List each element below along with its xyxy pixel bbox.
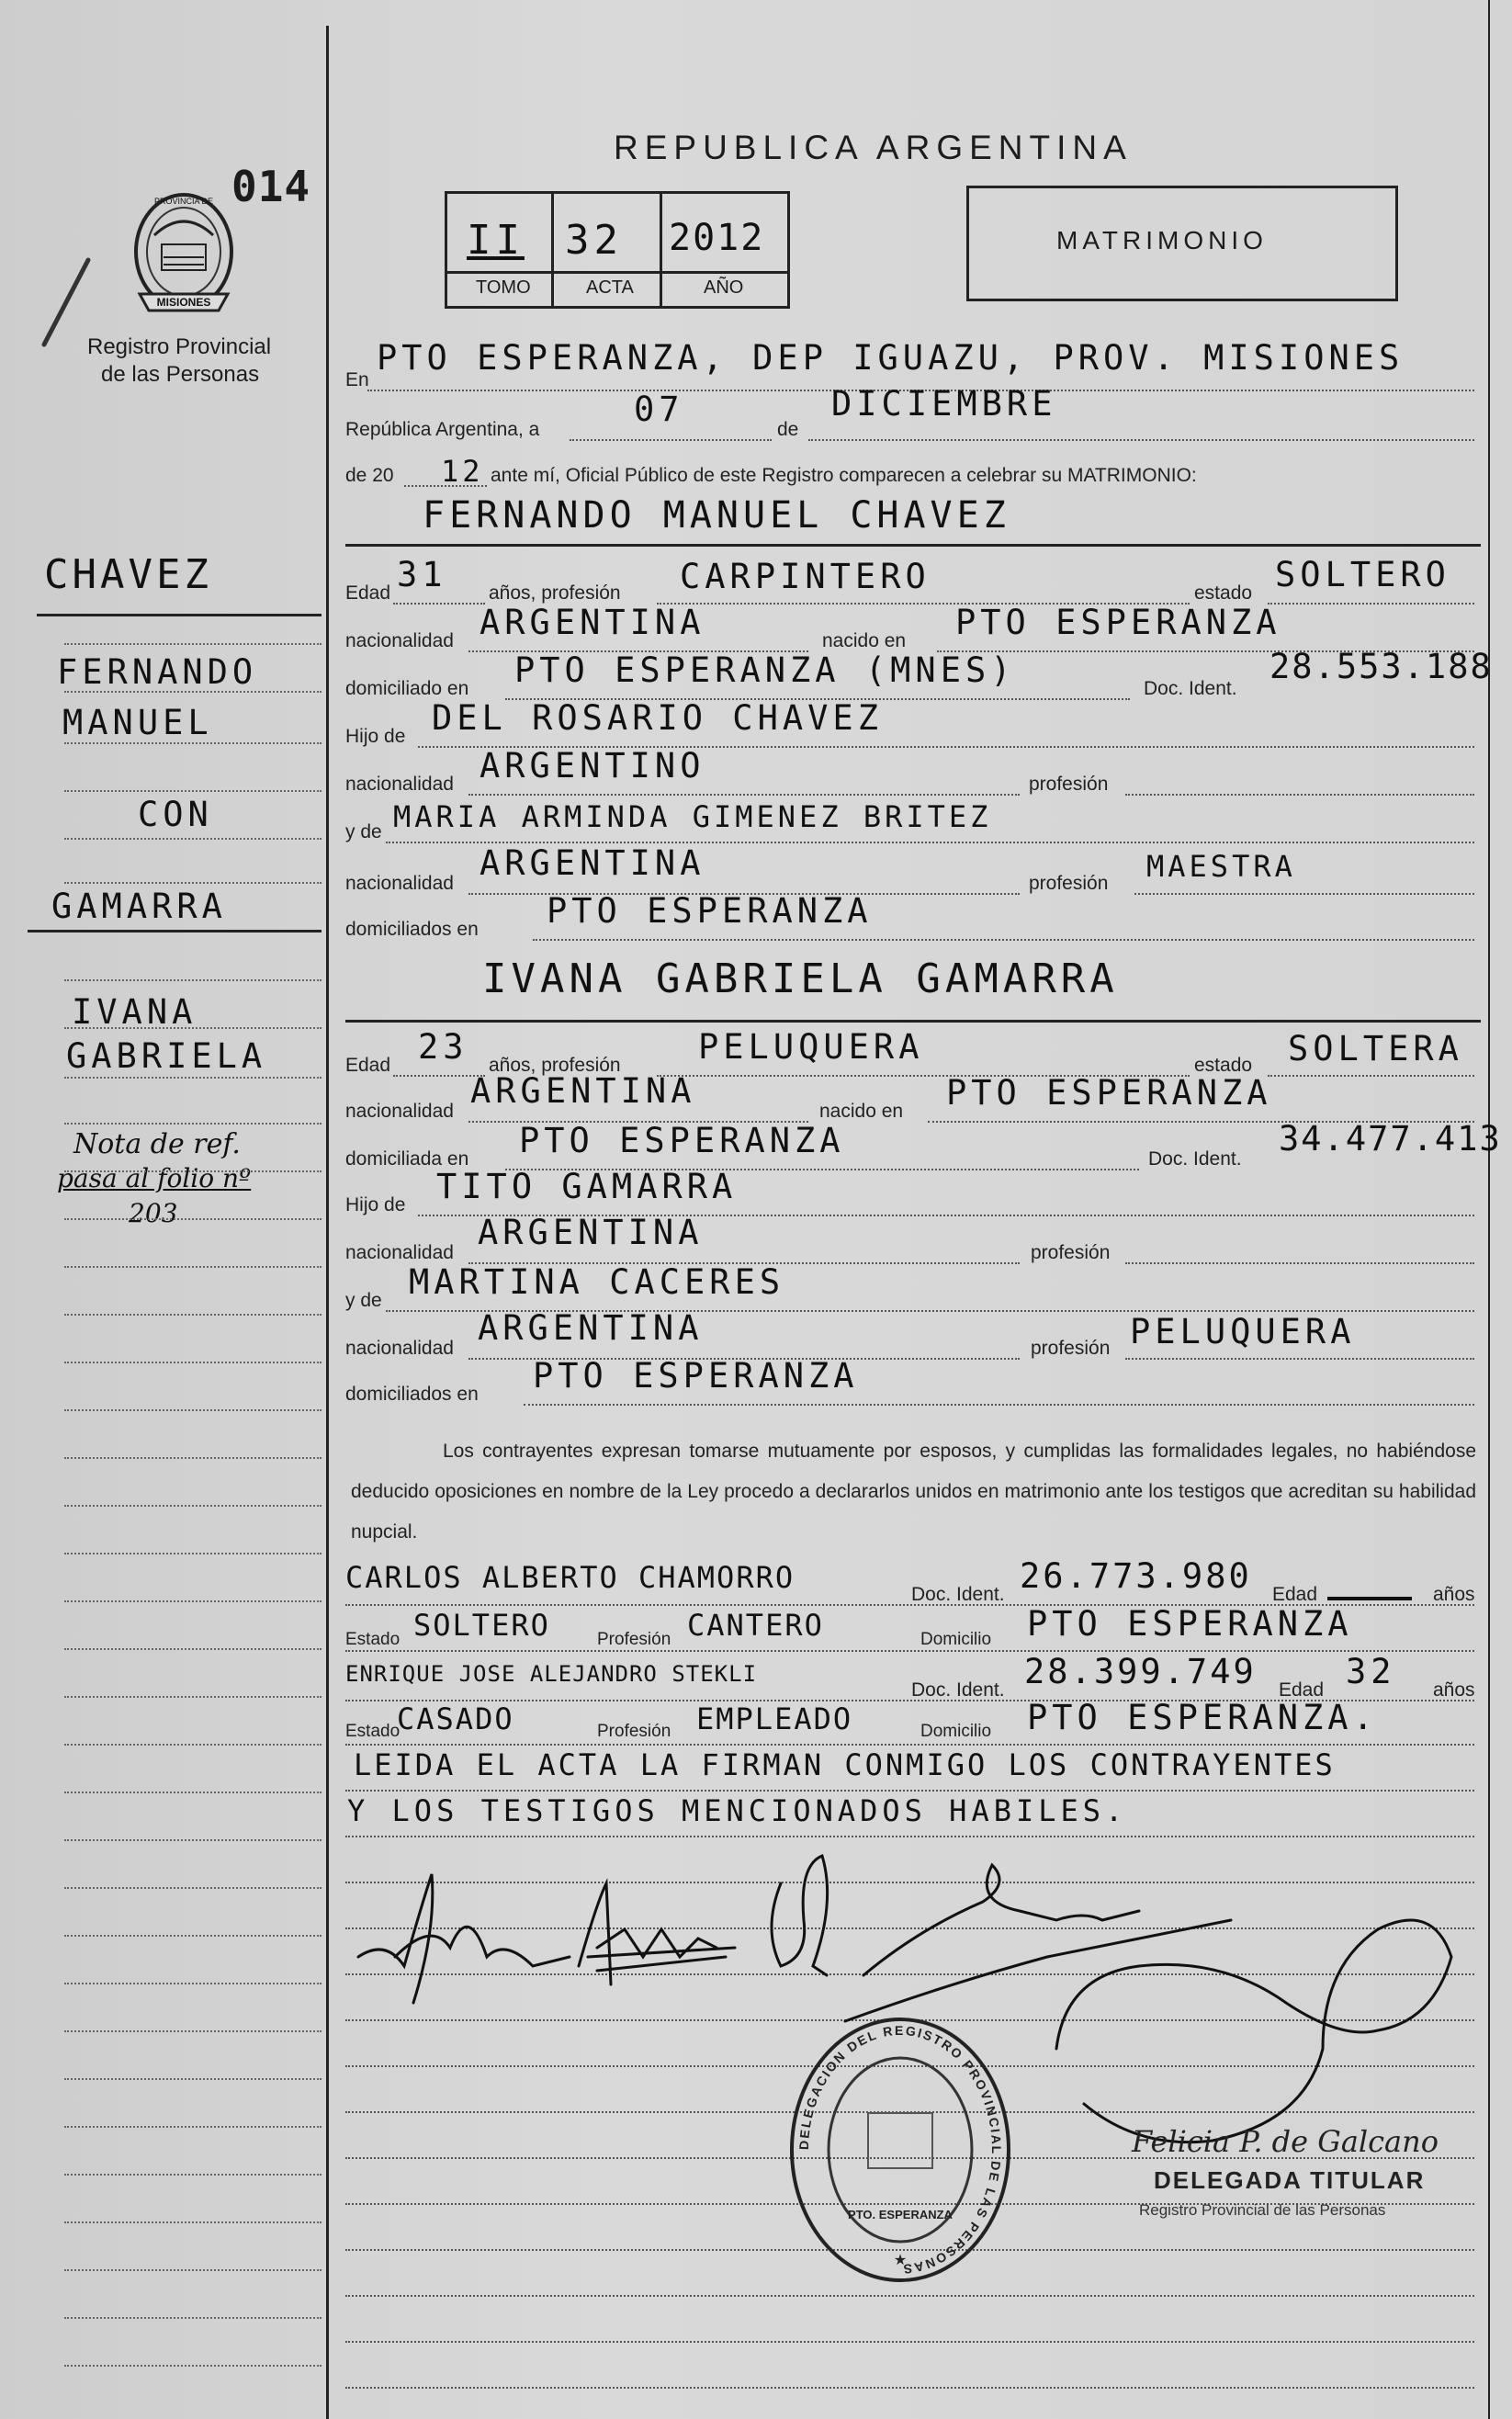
doc-ident-label: Doc. Ident. bbox=[1144, 678, 1237, 699]
domicilio-label: Domicilio bbox=[920, 1722, 992, 1741]
margin-dotted-line bbox=[64, 1600, 322, 1602]
witness1-signature bbox=[772, 1856, 828, 1975]
bride-signature bbox=[579, 1883, 735, 1984]
margin-given1-line1: FERNANDO bbox=[57, 652, 258, 692]
witness2-estado: CASADO bbox=[397, 1701, 514, 1736]
nacionalidad-label: nacionalidad bbox=[345, 1242, 454, 1263]
margin-note-line1: Nota de ref. bbox=[73, 1128, 241, 1160]
edad-label: Edad bbox=[345, 1055, 391, 1076]
declaration-text: Los contrayentes expresan tomarse mutuamente por esposos, y cumplidas las formalidades legales, no habiéndose deducido oposiciones en nombre de la Ley procedo a declararlos unidos en matrimonio ante los testigos que acreditan su habilidad nupcial. bbox=[351, 1441, 1476, 1543]
witness1-name: CARLOS ALBERTO CHAMORRO bbox=[345, 1560, 795, 1595]
margin-dotted-line bbox=[64, 1887, 322, 1889]
profesion-label: profesión bbox=[1031, 1338, 1111, 1359]
section-rule bbox=[345, 1020, 1481, 1023]
registry-name-line2: de las Personas bbox=[101, 362, 260, 387]
closing-line1: LEIDA EL ACTA LA FIRMAN CONMIGO LOS CONTRAYENTES bbox=[354, 1747, 1336, 1782]
section-rule bbox=[345, 544, 1481, 547]
nacionalidad-label: nacionalidad bbox=[345, 1101, 454, 1122]
witness1-estado: SOLTERO bbox=[413, 1608, 550, 1643]
record-divider bbox=[445, 271, 787, 274]
tomo-value: II bbox=[467, 217, 525, 264]
record-divider bbox=[551, 191, 554, 306]
margin-dotted-line bbox=[64, 691, 322, 693]
stamp-locality: PTO. ESPERANZA bbox=[848, 2208, 953, 2221]
en-label: En bbox=[345, 369, 369, 390]
republica-label: República Argentina, a bbox=[345, 419, 540, 440]
margin-dotted-line bbox=[64, 1457, 322, 1459]
margin-dotted-line bbox=[64, 742, 322, 744]
bride-doc: 34.477.413 bbox=[1279, 1119, 1502, 1159]
witness2-profesion: EMPLEADO bbox=[696, 1701, 853, 1736]
place-value: PTO ESPERANZA, DEP IGUAZU, PROV. MISIONES bbox=[377, 338, 1405, 378]
witness1-domicilio: PTO ESPERANZA bbox=[1027, 1604, 1353, 1644]
bride-edad: 23 bbox=[418, 1027, 468, 1067]
dotted-line bbox=[345, 2387, 1474, 2389]
margin-surname2: GAMARRA bbox=[51, 887, 227, 926]
edad-label: Edad bbox=[345, 582, 391, 604]
witness2-edad: 32 bbox=[1346, 1652, 1396, 1691]
coat-of-arms-icon bbox=[127, 180, 242, 318]
groom-padre: DEL ROSARIO CHAVEZ bbox=[432, 698, 883, 738]
dotted-line bbox=[345, 2295, 1474, 2297]
dotted-line bbox=[1134, 893, 1474, 895]
nacionalidad-label: nacionalidad bbox=[345, 1338, 454, 1359]
margin-rule-line bbox=[28, 930, 322, 933]
officer-name: Felicia P. de Galcano bbox=[1132, 2124, 1439, 2159]
official-stamp bbox=[785, 2012, 1015, 2288]
domicilio-label: Domicilio bbox=[920, 1630, 992, 1649]
registry-name-line1: Registro Provincial bbox=[87, 334, 272, 359]
margin-dotted-line bbox=[64, 979, 322, 981]
groom-padres-domicilio: PTO ESPERANZA bbox=[547, 891, 873, 931]
dotted-line bbox=[345, 1790, 1474, 1792]
profesion-label: Profesión bbox=[597, 1722, 671, 1741]
acta-label: ACTA bbox=[586, 277, 634, 298]
dotted-line bbox=[808, 439, 1474, 441]
dotted-line bbox=[1268, 603, 1474, 605]
margin-dotted-line bbox=[64, 1123, 322, 1125]
groom-padre-nac: ARGENTINO bbox=[480, 746, 705, 786]
margin-dotted-line bbox=[64, 1362, 322, 1363]
hijo-de-label: Hijo de bbox=[345, 1194, 406, 1215]
dotted-line bbox=[1125, 1262, 1474, 1264]
nacido-en-label: nacido en bbox=[822, 630, 907, 651]
dotted-line bbox=[345, 2341, 1474, 2343]
estado-label: Estado bbox=[345, 1722, 401, 1741]
record-type: MATRIMONIO bbox=[1056, 226, 1268, 254]
margin-note-line3: 203 bbox=[129, 1198, 178, 1228]
margin-dotted-line bbox=[64, 1505, 322, 1507]
bride-padres-domicilio: PTO ESPERANZA bbox=[533, 1356, 859, 1396]
margin-dotted-line bbox=[64, 1409, 322, 1411]
groom-domicilio: PTO ESPERANZA (MNES) bbox=[514, 650, 1016, 690]
dotted-line bbox=[1268, 1075, 1474, 1077]
dotted-line bbox=[345, 1836, 1474, 1837]
dotted-line bbox=[345, 1650, 1474, 1652]
groom-madre-nac: ARGENTINA bbox=[480, 843, 705, 883]
profesion-label: profesión bbox=[1029, 873, 1109, 894]
margin-dotted-line bbox=[64, 2317, 322, 2319]
margin-dotted-line bbox=[64, 2126, 322, 2128]
emblem-top-text: PROVINCIA DE bbox=[153, 197, 214, 206]
groom-nacido-en: PTO ESPERANZA bbox=[955, 603, 1281, 642]
nacionalidad-label: nacionalidad bbox=[345, 873, 454, 894]
dotted-line bbox=[1125, 1358, 1474, 1360]
margin-dotted-line bbox=[64, 1218, 322, 1220]
officer-title: DELEGADA TITULAR bbox=[1154, 2166, 1426, 2194]
anios-profesion-label: años, profesión bbox=[489, 582, 621, 604]
estado-label: Estado bbox=[345, 1630, 401, 1649]
closing-line2: Y LOS TESTIGOS MENCIONADOS HABILES. bbox=[347, 1793, 1128, 1828]
dotted-line bbox=[393, 603, 485, 605]
anios-label: años bbox=[1433, 1679, 1475, 1701]
dotted-line bbox=[533, 939, 1474, 941]
groom-profesion: CARPINTERO bbox=[680, 557, 931, 596]
anios-profesion-label: años, profesión bbox=[489, 1055, 621, 1076]
domiciliada-en-label: domiciliada en bbox=[345, 1148, 469, 1170]
de20-label: de 20 bbox=[345, 465, 394, 486]
groom-nacionalidad: ARGENTINA bbox=[480, 603, 705, 642]
witness2-doc: 28.399.749 bbox=[1024, 1652, 1257, 1691]
hijo-de-label: Hijo de bbox=[345, 726, 406, 747]
margin-dotted-line bbox=[64, 790, 322, 792]
margin-dotted-line bbox=[64, 1077, 322, 1079]
groom-name: FERNANDO MANUEL CHAVEZ bbox=[423, 494, 1010, 537]
witness1-edad-dash bbox=[1327, 1597, 1412, 1600]
bride-madre-nac: ARGENTINA bbox=[478, 1308, 704, 1348]
witness1-doc: 26.773.980 bbox=[1020, 1556, 1252, 1596]
dotted-line bbox=[570, 439, 772, 441]
year-suffix-value: 12 bbox=[441, 454, 484, 489]
margin-dotted-line bbox=[64, 1792, 322, 1793]
margin-dotted-line bbox=[64, 2365, 322, 2367]
margin-dotted-line bbox=[64, 643, 322, 645]
de-label: de bbox=[777, 419, 799, 440]
edad-label: Edad bbox=[1279, 1679, 1325, 1701]
country-title: REPUBLICA ARGENTINA bbox=[614, 129, 1133, 166]
bride-name: IVANA GABRIELA GAMARRA bbox=[482, 955, 1119, 1002]
margin-dotted-line bbox=[64, 1314, 322, 1316]
dotted-line bbox=[345, 1744, 1474, 1746]
margin-dotted-line bbox=[64, 1935, 322, 1937]
emblem-banner: MISIONES bbox=[156, 296, 211, 309]
margin-dotted-line bbox=[64, 1027, 322, 1029]
margin-dotted-line bbox=[64, 2269, 322, 2271]
bride-domicilio: PTO ESPERANZA bbox=[519, 1121, 845, 1160]
margin-note-line2: pasa al folio nº bbox=[57, 1163, 252, 1193]
page-number: 014 bbox=[231, 162, 311, 211]
record-divider bbox=[660, 191, 662, 306]
margin-dotted-line bbox=[64, 1839, 322, 1841]
y-de-label: y de bbox=[345, 821, 382, 842]
bride-padre-nac: ARGENTINA bbox=[478, 1213, 704, 1252]
stamp-star-icon: ★ bbox=[893, 2253, 908, 2268]
nacionalidad-label: nacionalidad bbox=[345, 630, 454, 651]
margin-dotted-line bbox=[64, 882, 322, 884]
groom-madre: MARIA ARMINDA GIMENEZ BRITEZ bbox=[393, 799, 992, 834]
month-value: DICIEMBRE bbox=[831, 384, 1057, 424]
tomo-label: TOMO bbox=[476, 277, 531, 298]
estado-label: estado bbox=[1194, 582, 1253, 604]
margin-dotted-line bbox=[64, 838, 322, 840]
bride-profesion: PELUQUERA bbox=[698, 1027, 924, 1067]
officer-signature bbox=[1056, 1920, 1451, 2142]
intro-rest-label: ante mí, Oficial Público de este Registro comparecen a celebrar su MATRIMONIO: bbox=[491, 465, 1197, 486]
domiciliados-en-label: domiciliados en bbox=[345, 1384, 479, 1405]
estado-label: estado bbox=[1194, 1055, 1253, 1076]
margin-dotted-line bbox=[64, 1744, 322, 1746]
dotted-line bbox=[524, 1404, 1474, 1406]
bride-padre: TITO GAMARRA bbox=[436, 1167, 738, 1206]
nacionalidad-label: nacionalidad bbox=[345, 774, 454, 795]
groom-madre-prof: MAESTRA bbox=[1146, 849, 1296, 884]
bride-madre-prof: PELUQUERA bbox=[1130, 1312, 1356, 1351]
margin-dotted-line bbox=[64, 2078, 322, 2080]
margin-surname1: CHAVEZ bbox=[44, 551, 212, 598]
bride-nacionalidad: ARGENTINA bbox=[470, 1071, 696, 1111]
margin-dotted-line bbox=[64, 1983, 322, 1984]
profesion-label: Profesión bbox=[597, 1630, 671, 1649]
bride-madre: MARTINA CACERES bbox=[409, 1262, 785, 1302]
margin-given2-line2: GABRIELA bbox=[66, 1036, 267, 1076]
doc-ident-label: Doc. Ident. bbox=[911, 1584, 1005, 1605]
witness2-signature bbox=[845, 1865, 1231, 2021]
anios-label: años bbox=[1433, 1584, 1475, 1605]
margin-con: CON bbox=[138, 795, 213, 834]
anio-label: AÑO bbox=[704, 277, 744, 298]
margin-dotted-line bbox=[64, 1266, 322, 1268]
profesion-label: profesión bbox=[1031, 1242, 1111, 1263]
margin-dotted-line bbox=[64, 1553, 322, 1554]
day-value: 07 bbox=[634, 390, 684, 429]
margin-dotted-line bbox=[64, 2174, 322, 2176]
margin-given2-line1: IVANA bbox=[72, 992, 197, 1032]
domiciliados-en-label: domiciliados en bbox=[345, 919, 479, 940]
witness2-name: ENRIQUE JOSE ALEJANDRO STEKLI bbox=[345, 1661, 758, 1687]
margin-dotted-line bbox=[64, 2221, 322, 2223]
y-de-label: y de bbox=[345, 1290, 382, 1311]
margin-rule-line bbox=[37, 614, 322, 616]
dotted-line bbox=[1125, 794, 1474, 796]
bride-nacido-en: PTO ESPERANZA bbox=[946, 1073, 1272, 1113]
groom-estado: SOLTERO bbox=[1275, 555, 1450, 594]
domiciliado-en-label: domiciliado en bbox=[345, 678, 469, 699]
margin-dotted-line bbox=[64, 1648, 322, 1650]
groom-signature bbox=[358, 1874, 570, 2003]
witness2-domicilio: PTO ESPERANZA. bbox=[1027, 1698, 1378, 1737]
margin-dotted-line bbox=[64, 1696, 322, 1698]
margin-dotted-line bbox=[64, 1170, 322, 1172]
edad-label: Edad bbox=[1272, 1584, 1318, 1605]
anio-value: 2012 bbox=[669, 217, 765, 259]
stamp-ring-text: DELEGACION DEL REGISTRO PROVINCIAL DE LAS PERSONAS bbox=[795, 2022, 1005, 2278]
groom-edad: 31 bbox=[397, 555, 447, 594]
witness1-profesion: CANTERO bbox=[687, 1608, 824, 1643]
bride-estado: SOLTERA bbox=[1288, 1029, 1463, 1068]
profesion-label: profesión bbox=[1029, 774, 1109, 795]
officer-subtitle: Registro Provincial de las Personas bbox=[1139, 2201, 1386, 2219]
nacido-en-label: nacido en bbox=[819, 1101, 904, 1122]
dotted-line bbox=[468, 794, 1020, 796]
doc-ident-label: Doc. Ident. bbox=[1148, 1148, 1242, 1170]
margin-dotted-line bbox=[64, 2030, 322, 2032]
margin-given1-line2: MANUEL bbox=[62, 703, 213, 742]
margin-rule bbox=[326, 26, 329, 2419]
groom-doc: 28.553.188 bbox=[1269, 647, 1493, 686]
doc-ident-label: Doc. Ident. bbox=[911, 1679, 1005, 1701]
acta-value: 32 bbox=[565, 217, 623, 264]
